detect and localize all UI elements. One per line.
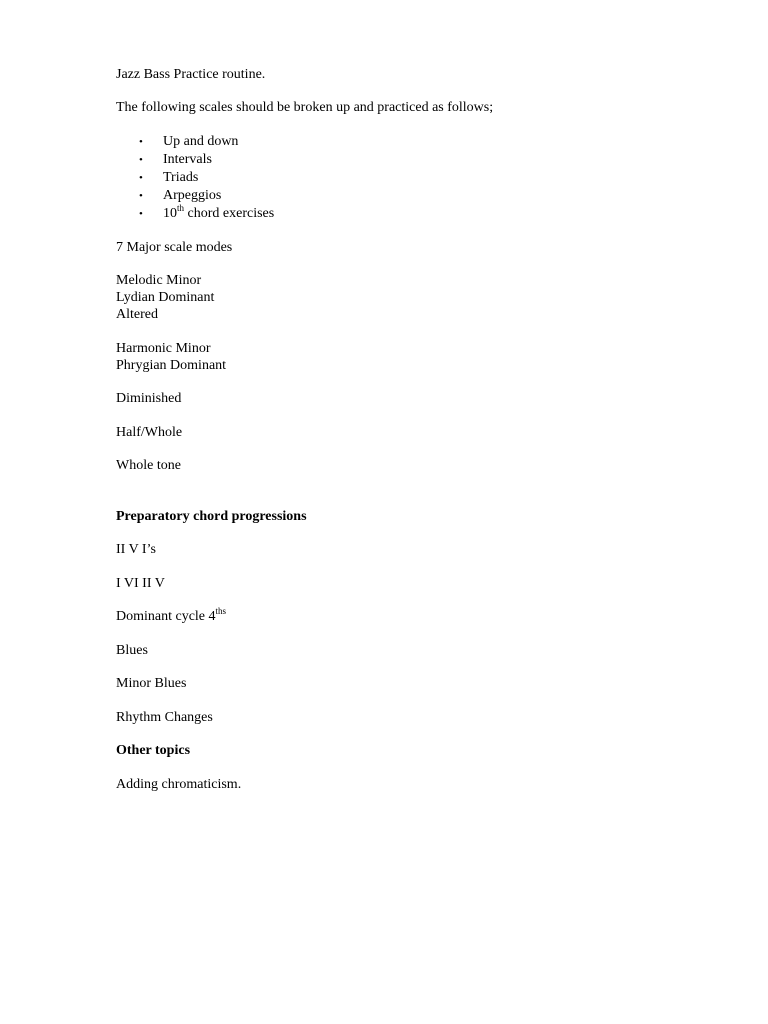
bullet-icon: •	[139, 190, 143, 202]
bullet-icon: •	[139, 136, 143, 148]
progression-item-text-base: Dominant cycle 4	[116, 609, 216, 624]
list-item-text: Up and down	[163, 134, 239, 149]
bullet-icon: •	[139, 208, 143, 220]
list-item	[139, 133, 238, 151]
scale-name: Diminished	[116, 391, 182, 406]
progression-item: Rhythm Changes	[116, 710, 213, 725]
scale-name: Harmonic Minor	[116, 341, 211, 356]
scale-name: Half/Whole	[116, 425, 183, 440]
other-topics-heading: Other topics	[116, 743, 191, 758]
major-modes-label: 7 Major scale modes	[116, 240, 233, 255]
progression-item: II V I’s	[116, 542, 156, 557]
other-topic-item: Adding chromaticism.	[116, 777, 242, 792]
superscript: th	[177, 203, 185, 213]
list-item	[139, 151, 212, 169]
scale-name: Altered	[116, 307, 158, 322]
list-item-text-rest: chord exercises	[184, 206, 275, 221]
progressions-heading: Preparatory chord progressions	[116, 509, 307, 524]
list-item	[139, 169, 198, 187]
list-item-text: Intervals	[163, 152, 212, 167]
superscript: ths	[215, 606, 227, 616]
intro-paragraph: The following scales should be broken up and practiced as follows;	[116, 100, 494, 115]
bullet-icon: •	[139, 154, 143, 166]
scale-name: Melodic Minor	[116, 273, 202, 288]
list-item	[139, 205, 274, 223]
list-item-text: Arpeggios	[163, 188, 222, 203]
progression-item: Minor Blues	[116, 676, 187, 691]
progression-item: I VI II V	[116, 576, 165, 591]
scale-name: Phrygian Dominant	[116, 358, 227, 373]
bullet-icon: •	[139, 172, 143, 184]
scale-name: Lydian Dominant	[116, 290, 215, 305]
progression-item	[116, 608, 226, 625]
list-item-text: Triads	[163, 170, 199, 185]
progression-item: Blues	[116, 643, 148, 658]
document-title: Jazz Bass Practice routine.	[116, 67, 266, 82]
list-item-text-base: 10	[163, 206, 177, 221]
scale-name: Whole tone	[116, 458, 181, 473]
